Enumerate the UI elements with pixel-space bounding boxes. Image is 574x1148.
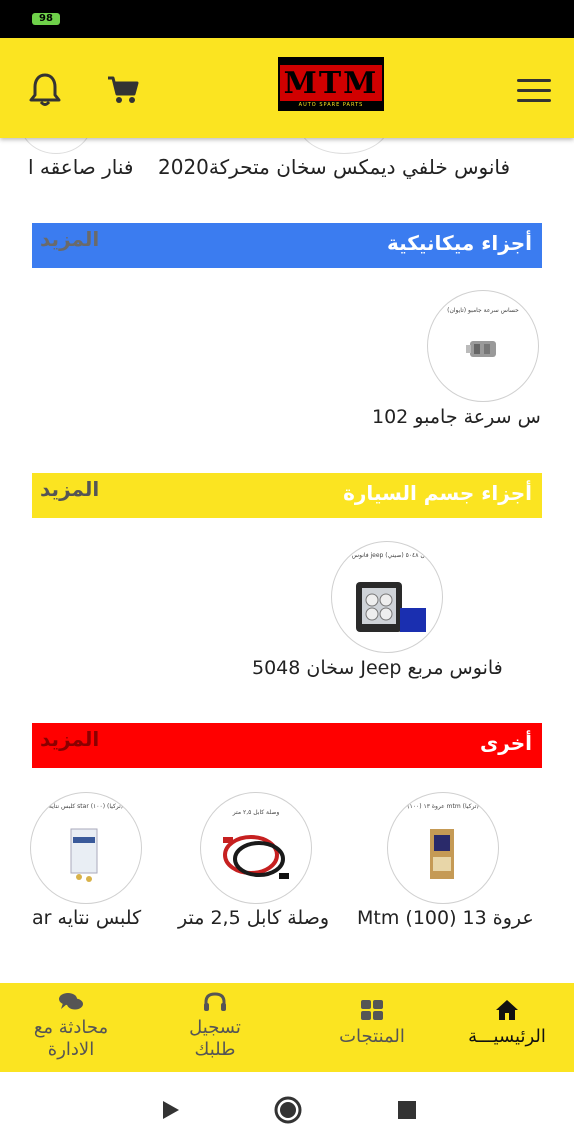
section-title: أجزاء جسم السيارة bbox=[343, 481, 532, 505]
product-image[interactable] bbox=[387, 792, 499, 904]
section-header-body-parts bbox=[32, 473, 542, 518]
product-name[interactable]: كلبس نتايه ar bbox=[32, 907, 142, 929]
product-name[interactable]: وصلة كابل 2,5 متر bbox=[178, 907, 330, 929]
nav-label-line2: طلبك bbox=[194, 1039, 236, 1060]
section-title: أجزاء ميكانيكية bbox=[386, 231, 532, 255]
product-name[interactable]: فانوس خلفي ديمكس سخان متحركة2020 bbox=[158, 155, 511, 179]
notification-bell-icon[interactable] bbox=[28, 72, 62, 108]
section-header-other bbox=[32, 723, 542, 768]
product-caption: حساس سرعة جامبو (تايوان) bbox=[447, 307, 519, 314]
bottom-navigation bbox=[0, 983, 574, 1072]
home-icon bbox=[494, 998, 520, 1022]
battery-indicator: 98 bbox=[32, 13, 60, 25]
nav-place-order[interactable] bbox=[148, 983, 282, 1072]
cart-icon[interactable] bbox=[106, 74, 140, 106]
home-circle-icon[interactable] bbox=[273, 1095, 303, 1125]
back-triangle-icon[interactable] bbox=[160, 1099, 182, 1121]
mtm-logo[interactable] bbox=[278, 57, 384, 111]
hamburger-menu-icon[interactable] bbox=[517, 79, 551, 103]
nav-label-line1: تسجيل bbox=[189, 1017, 241, 1038]
chat-icon bbox=[57, 991, 85, 1013]
nav-home[interactable] bbox=[440, 983, 574, 1072]
app-header bbox=[0, 38, 574, 138]
more-link[interactable]: المزيد bbox=[40, 727, 100, 751]
headphones-icon bbox=[202, 991, 228, 1013]
product-caption: عروة ١٣ (١٠٠) mtm (تركيا) bbox=[407, 803, 479, 810]
logo-tagline: AUTO SPARE PARTS bbox=[280, 101, 382, 109]
nav-label-line2: الادارة bbox=[47, 1039, 95, 1060]
product-image[interactable] bbox=[200, 792, 312, 904]
product-image[interactable] bbox=[331, 541, 443, 653]
nav-chat-admin[interactable] bbox=[0, 983, 142, 1072]
status-bar bbox=[0, 0, 574, 38]
system-navigation-bar bbox=[0, 1072, 574, 1148]
product-image[interactable] bbox=[30, 792, 142, 904]
more-link[interactable]: المزيد bbox=[40, 477, 100, 501]
product-name[interactable]: فنار صاعقه ا bbox=[28, 155, 134, 179]
product-name[interactable]: عروة 13 (100) Mtm bbox=[357, 907, 534, 929]
logo-text: MTM bbox=[283, 66, 379, 101]
nav-label-line1: محادثة مع bbox=[33, 1017, 109, 1038]
section-title: أخرى bbox=[479, 731, 532, 755]
nav-products[interactable] bbox=[305, 983, 439, 1072]
product-caption: وصلة كابل ٢,٥ متر bbox=[232, 809, 280, 816]
recents-square-icon[interactable] bbox=[397, 1100, 417, 1120]
product-caption: فانوس مربع jeep سخان ٥٠٤٨ (صيني) bbox=[338, 552, 436, 559]
product-image[interactable] bbox=[427, 290, 539, 402]
section-header-mechanical bbox=[32, 223, 542, 268]
product-caption: كلبس نتايه star (١٠٠) (تركيا) bbox=[48, 803, 124, 810]
nav-label: الرئيسيـــة bbox=[468, 1026, 546, 1047]
product-name[interactable]: س سرعة جامبو 102 bbox=[372, 406, 541, 428]
more-link[interactable]: المزيد bbox=[40, 227, 100, 251]
grid-icon bbox=[359, 998, 385, 1022]
product-name[interactable]: فانوس مربع Jeep سخان 5048 bbox=[252, 657, 503, 679]
nav-label: المنتجات bbox=[339, 1026, 405, 1047]
